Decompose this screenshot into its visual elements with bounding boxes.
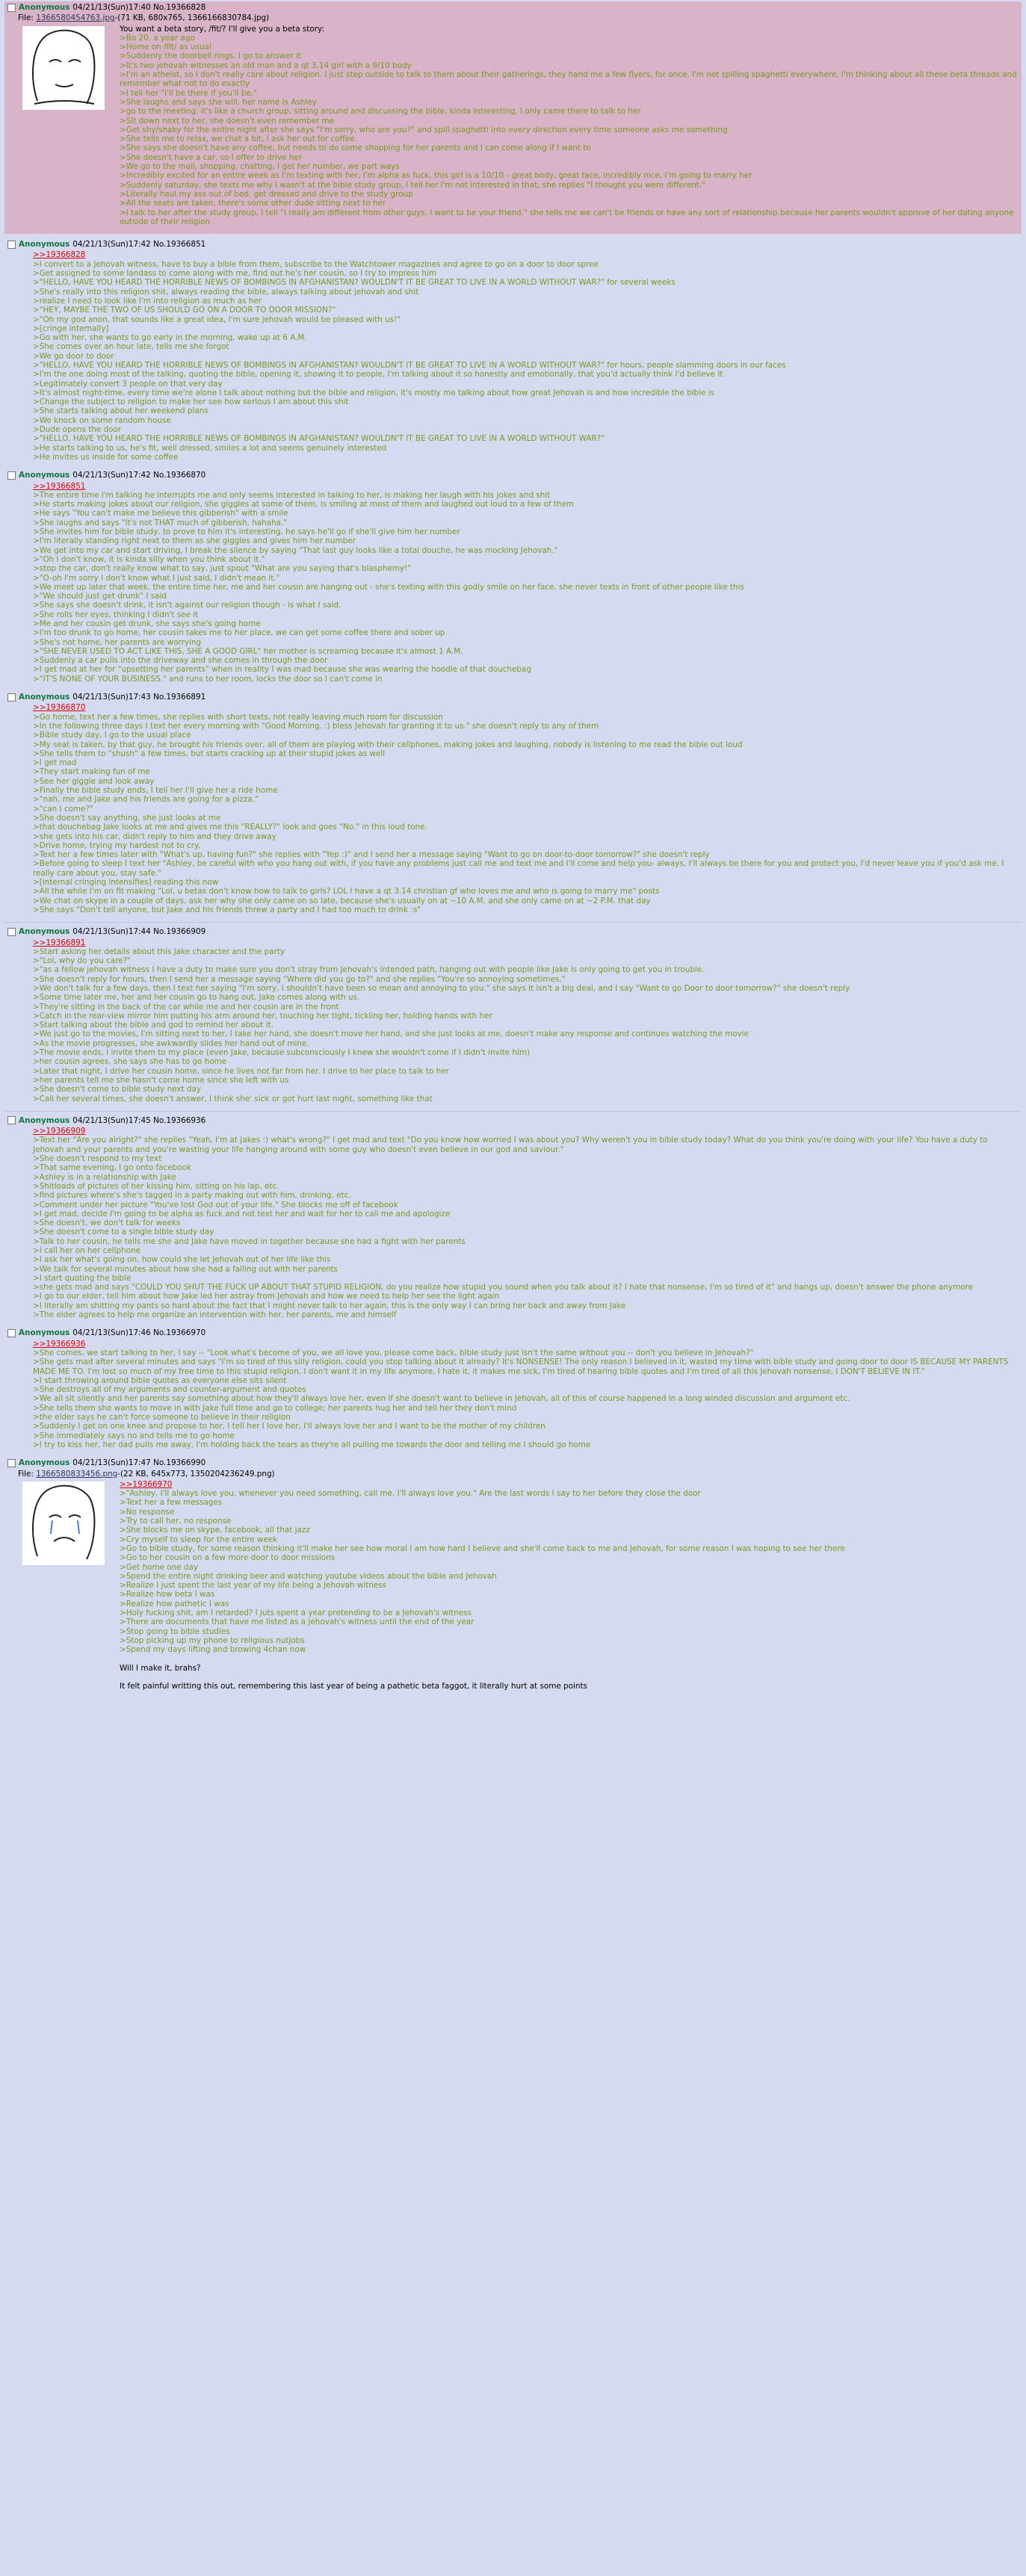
- greentext-line: >"We should just get drunk" I said: [33, 592, 167, 601]
- reply-post: [4, 469, 1022, 688]
- greentext-line: >There are documents that have me listed as a Jehovah's witness until the end of the year: [120, 1617, 475, 1627]
- greentext-line: >I start quoting the bible: [33, 1273, 132, 1283]
- greentext-line: >She doesn't respond to my text: [33, 1154, 162, 1164]
- greentext-line: >As the movie progresses, she awkwardly slides her hand out of mine.: [33, 1038, 309, 1048]
- greentext-line: >Before going to sleep I text her "Ashley, be careful with who you hang out with, if you have any problems just call me and text me and I'll come and help you- always, I'll always be there for you and protect you, I'd never leave you if you'd ask me. I really care about you, stay safe.": [33, 859, 1007, 878]
- greentext-line: >"as a fellow jehovah witness I have a duty to make sure you don't stray from Jehovah's intended path, hanging out with people like Jake is only going to get you in trouble.: [33, 965, 705, 975]
- greentext-line: >"IT'S NONE OF YOUR BUSINESS." and runs to her room, locks the door so I can't come in: [33, 674, 383, 684]
- greentext-line: >We all sit silently and her parents say something about how they'll always love her, even if she doesn't want to believe in Jehovah, all of this of course happened in a long winded discussion and argument etc.: [33, 1394, 850, 1404]
- greentext-line: >Get assigned to some landass to come along with me, find out he's her cousin, so I try to impress him: [33, 269, 436, 279]
- post-meta[interactable]: 04/21/13(Sun)17:45 No.19366936: [72, 1115, 206, 1125]
- greentext-line: >she gets into his car, didn't reply to him and they drive away: [33, 832, 276, 841]
- quote-link[interactable]: >>19366870: [33, 703, 86, 713]
- poster-name: Anonymous: [19, 471, 70, 480]
- quote-link[interactable]: >>19366936: [33, 1339, 86, 1349]
- greentext-line: >Cry myself to sleep for the entire week: [120, 1535, 278, 1544]
- post-meta[interactable]: 04/21/13(Sun)17:46 No.19366970: [72, 1328, 206, 1338]
- greentext-line: >Talk to her cousin, he tells me she and Jake have moved in together because she had a fight with her parents: [33, 1236, 466, 1246]
- greentext-line: >I call her on her cellphone: [33, 1246, 140, 1255]
- greentext-line: >He says "You can't make me believe this gibberish" with a smile: [33, 509, 288, 518]
- greentext-line: >She's really into this religion shit, always reading the bible, always talking about jehovah and shit: [33, 287, 419, 297]
- greentext-line: >We just go to the movies, I'm sitting next to her, I take her hand, she doesn't move her hand, and she just looks at me, doesn't make any response and continues watching the movie: [33, 1030, 749, 1039]
- greentext-line: >"HELLO, HAVE YOU HEARD THE HORRIBLE NEWS OF BOMBINGS IN AFGHANISTAN? WOULDN'T IT BE GREAT TO LIVE IN A WORLD WITHOUT WAR?" for hours, people slamming doors in our faces: [33, 360, 786, 370]
- greentext-line: >I literally am shitting my pants so hard about the fact that I might never talk to her again, this is the only way I can bring her back and away from Jake: [33, 1301, 626, 1310]
- post-body: [33, 482, 1019, 684]
- greentext-line: >All the seats are taken, there's some other dude sitting next to her: [120, 199, 386, 208]
- greentext-line: >Get home one day: [120, 1562, 199, 1572]
- greentext-line: >she gets mad and says "COULD YOU SHUT THE FUCK UP ABOUT THAT STUPID RELIGION, do you realize how stupid you sound when you talk about it? I hate that nonsense, I'm so tired of it" and hangs up, doesn't answer the phone anymore: [33, 1283, 974, 1292]
- greentext-line: >I tell her "I'll be there if you'll be.": [120, 88, 257, 98]
- post-header: [7, 1116, 1019, 1125]
- post-body: [33, 250, 1019, 462]
- greentext-line: >We talk for several minutes about how she had a falling out with her parents: [33, 1264, 338, 1274]
- greentext-line: >I talk to her after the study group, I tell "I really am different from other guys, I want to be your friend." she tells me we can't be friends or have any sort of relationship because her parents wouldn't approve of her dating anyone outside of their religion: [120, 208, 1016, 226]
- post-header: [7, 240, 1019, 249]
- greentext-line: >She doesn't come to bible study next day: [33, 1085, 201, 1095]
- post-meta[interactable]: 04/21/13(Sun)17:43 No.19366891: [72, 693, 206, 702]
- greentext-line: >the elder says he can't force someone to believe in their religion: [33, 1413, 291, 1422]
- greentext-line: >"Oh my god anon, that sounds like a great idea, I'm sure jehovah would be pleased with us!": [33, 315, 401, 324]
- greentext-line: >She starts talking about her weekend plans: [33, 406, 208, 416]
- greentext-line: >Literally haul my ass out of bed, get dressed and drive to the study group: [120, 189, 413, 199]
- greentext-line: >They start making fun of me: [33, 767, 150, 777]
- greentext-line: >All the while I'm on fit making "Lol, u betas don't know how to talk to girls? LOL I have a qt 3.14 christian gf who loves me and who is going to marry me" posts: [33, 887, 660, 897]
- poster-name: Anonymous: [19, 1328, 70, 1338]
- greentext-line: >Start talking about the bible and god to remind her about it.: [33, 1021, 274, 1030]
- greentext-line: >Sit down next to her, she doesn't even remember me: [120, 116, 335, 126]
- post-meta[interactable]: 04/21/13(Sun)17:47 No.19366990: [72, 1458, 206, 1468]
- greentext-line: >Go to bible study, for some reason thinking it'll make her see how moral I am how hard I believe and she'll come back to me and Jehovah, for some reason I was hoping to see her there: [120, 1544, 845, 1553]
- greentext-line: >I'm an atheist, so I don't really care about religion. I just step outside to talk to them about their gatherings, they hand me a few flyers, for once. I'm not spilling spaghetti everywhere, I'm thinking about all these beta threads and remember what not to do exactly: [120, 70, 1019, 89]
- post-body: [33, 703, 1019, 914]
- text-line: You want a beta story, /fit/? I'll give you a beta story:: [120, 24, 324, 34]
- greentext-line: >Text her a few messages: [120, 1498, 223, 1508]
- post-checkbox[interactable]: [7, 471, 16, 480]
- greentext-line: >"Ashley, I'll always love you, whenever you need something, call me, I'll always love you." Are the last words I say to her before they close the door: [120, 1489, 701, 1499]
- greentext-line: >go to the meeting, it's like a church group, sitting around and discussing the bible, kinda interesting, I only came there to talk to her: [120, 107, 641, 117]
- quote-link[interactable]: >>19366851: [33, 481, 86, 491]
- poster-name: Anonymous: [19, 1115, 70, 1125]
- post-checkbox[interactable]: [7, 1116, 16, 1124]
- greentext-line: >her cousin agrees, she says she has to go home: [33, 1057, 227, 1067]
- greentext-line: >I get mad at her for "upsetting her parents" when in reality I was mad because she was wearing the hoodie of that douchebag: [33, 665, 531, 675]
- post-checkbox[interactable]: [7, 693, 16, 702]
- post-body: [33, 938, 1019, 1103]
- reply-post: [4, 238, 1022, 466]
- greentext-line: >We chat on skype in a couple of days, ask her why she only came on so late, because she's usually on at ~10 A.M. and she only came on at ~2 P.M. that day: [33, 896, 651, 905]
- post-checkbox[interactable]: [7, 928, 16, 936]
- greentext-line: >Realize how pathetic I was: [120, 1599, 229, 1609]
- post-checkbox[interactable]: [7, 1459, 16, 1467]
- file-link[interactable]: 1366580454763.jpg: [36, 13, 115, 23]
- greentext-line: >She doesn't come to a single bible study day: [33, 1227, 214, 1237]
- quote-link[interactable]: >>19366891: [33, 938, 86, 947]
- greentext-line: >The entire time I'm talking he interrupts me and only seems interested in talking to her, is making her laugh with his jokes and shit: [33, 490, 551, 500]
- greentext-line: >She says she doesn't drink, it isn't against our religion though - is what I said.: [33, 601, 342, 610]
- greentext-line: >Change the subject to religion to make her see how serious I am about this shit: [33, 397, 349, 407]
- greentext-line: >Me and her cousin get drunk, she says she's going home: [33, 619, 261, 628]
- greentext-line: >That same evening, I go onto facebook: [33, 1163, 191, 1173]
- file-link[interactable]: 1366580833456.png: [36, 1469, 118, 1479]
- reply-post: [4, 1327, 1022, 1454]
- file-label: File:: [18, 1469, 34, 1479]
- greentext-line: >"HEY, MAYBE THE TWO OF US SHOULD GO ON A DOOR TO DOOR MISSION?": [33, 306, 336, 315]
- greentext-line: >Call her several times, she doesn't answer, I think she' sick or got hurt last night, something like that: [33, 1094, 433, 1103]
- greentext-line: >Drive home, trying my hardest not to cry.: [33, 840, 201, 850]
- greentext-line: >She blocks me on skype, facebook, all that jazz: [120, 1526, 310, 1535]
- greentext-line: >He starts making jokes about our religion, she giggles at some of them, is smiling at most of them and laughed out loud to a few of them: [33, 500, 574, 510]
- greentext-line: >She immediately says no and tells me to go home: [33, 1431, 235, 1440]
- reply-post: [4, 926, 1022, 1108]
- wojak-thumbnail[interactable]: [22, 26, 105, 110]
- file-info: [18, 13, 1019, 22]
- greentext-line: >Later that night, I drive her cousin home, since he lives not far from her. I drive to her place to talk to her: [33, 1066, 449, 1076]
- greentext-line: >"Oh I don't know, it is kinda silly when you think about it.": [33, 554, 265, 564]
- greentext-line: >Incredibly excited for an entire week as I'm texting with her, I'm alpha as fuck, this girl is a 10/10 - great body, great face, incredibly nice, I'm going to marry her: [120, 171, 752, 181]
- greentext-line: >I'm literally standing right next to them as she giggles and gives him her number: [33, 536, 356, 546]
- greentext-line: >She doesn't have a car, so I offer to drive her: [120, 152, 303, 162]
- post-checkbox[interactable]: [7, 1329, 16, 1337]
- poster-name: Anonymous: [19, 240, 70, 250]
- post-header: [7, 471, 1019, 480]
- post-checkbox[interactable]: [7, 241, 16, 249]
- greentext-line: >The movie ends, I invite them to my place (even Jake, because subconsciously I knew she wouldn't come if I didn't invite him): [33, 1048, 531, 1058]
- greentext-line: >I start throwing around bible quotes as everyone else sits silent: [33, 1375, 287, 1385]
- crying-wojak-thumbnail[interactable]: [22, 1481, 105, 1565]
- file-details: -(22 KB, 645x773, 1350204236249.png): [117, 1469, 275, 1479]
- greentext-line: >Realize I just spent the last year of my life being a Jehovah witness: [120, 1581, 387, 1591]
- post-body: [33, 1340, 1019, 1450]
- greentext-line: >Some time later me, her and her cousin go to hang out, Jake comes along with us.: [33, 993, 360, 1003]
- greentext-line: >realize I need to look like I'm into religion as much as her: [33, 296, 262, 306]
- greentext-line: >The elder agrees to help me organize an intervention with her, her parents, me and himself: [33, 1310, 397, 1320]
- greentext-line: >She doesn't reply for hours, then I send her a message saying "Where did you go to?" and she replies "You're so annoying sometimes.": [33, 974, 566, 984]
- greentext-line: >Go with her, she wants to go early in the morning, wake up at 6 A.M.: [33, 333, 307, 343]
- greentext-line: >[cringe internally]: [33, 323, 109, 333]
- greentext-line: >Get shy/shaky for the entire night after she says "I'm sorry, who are you?" and spill spaghetti into every direction every time someone asks me something: [120, 125, 728, 134]
- greentext-line: >Text her a few times later with "What's up, having fun?" she replies with "Yep :)" and I send her a message saying "Want to go on door-to-door tomorrow?" she doesn't reply: [33, 850, 710, 860]
- greentext-line: >Shitloads of pictures of her kissing him, sitting on his lap, etc.: [33, 1181, 279, 1191]
- greentext-line: >They're sitting in the back of the car while me and her cousin are in the front: [33, 1002, 339, 1012]
- greentext-line: >"HELLO, HAVE YOU HEARD THE HORRIBLE NEWS OF BOMBINGS IN AFGHANISTAN? WOULDN'T IT BE GREAT TO LIVE IN A WORLD WITHOUT WAR?": [33, 434, 605, 444]
- greentext-line: >We meet up later that week, the entire time her, me and her cousin are hanging out - she's texting with this godly smile on her face, she never texts in front of other people like this: [33, 582, 744, 592]
- greentext-line: >See her giggle and look away: [33, 776, 155, 786]
- greentext-line: >No response: [120, 1507, 175, 1517]
- greentext-line: >She's not home, her parents are worrying: [33, 637, 202, 647]
- greentext-line: >I'm too drunk to go home, her cousin takes me to her place, we can get some coffee there and sober up: [33, 628, 445, 638]
- greentext-line: >Suddenly the doorbell rings, I go to answer it: [120, 52, 301, 61]
- post-meta[interactable]: 04/21/13(Sun)17:42 No.19366851: [72, 240, 206, 250]
- greentext-line: >It's two jehovah witnesses an old man and a qt 3.14 girl with a 9/10 body: [120, 61, 412, 70]
- greentext-line: >"O-oh I'm sorry I don't know what I just said, I didn't mean it.": [33, 573, 280, 583]
- greentext-line: >[internal cringing intensifies] reading this now: [33, 878, 219, 888]
- greentext-line: >She tells them to "shush" a few times, but starts cracking up at their stupid jokes as well: [33, 749, 386, 758]
- greentext-line: >stop the car, don't really know what to say, just spout "What are you saying that's blasphemy!": [33, 564, 411, 574]
- post-header: [7, 3, 1019, 12]
- post-body: [120, 25, 1019, 227]
- greentext-line: >"HELLO, HAVE YOU HEARD THE HORRIBLE NEWS OF BOMBINGS IN AFGHANISTAN? WOULDN'T IT BE GREAT TO LIVE IN A WORLD WITHOUT WAR?" for several weeks: [33, 278, 676, 288]
- greentext-line: >I get mad: [33, 758, 77, 768]
- greentext-line: >Go home, text her a few times, she replies with short texts, not really leaving much room for discussion: [33, 712, 443, 722]
- divider: [4, 922, 1022, 923]
- quote-link[interactable]: >>19366970: [120, 1479, 173, 1489]
- greentext-line: >Try to call her, no response: [120, 1517, 232, 1526]
- greentext-line: >She tells me to relax, we chat a bit, I ask her out for coffee: [120, 134, 355, 144]
- text-line: [120, 1673, 1019, 1682]
- greentext-line: >She doesn't, we don't talk for weeks: [33, 1219, 181, 1228]
- greentext-line: >"SHE NEVER USED TO ACT LIKE THIS, SHE A GOOD GIRL" her mother is screaming because it's almost 1 A.M.: [33, 646, 463, 656]
- greentext-line: >I'm the one doing most of the talking, quoting the bible, opening it, showing it to people, I'm talking about it so honestly and emotionally, that you'd actually think I'd believe it: [33, 370, 723, 380]
- quote-link[interactable]: >>19366828: [33, 250, 86, 260]
- greentext-line: >He invites us inside for some coffee: [33, 452, 179, 462]
- greentext-line: >She says she doesn't have any coffee, but needs to do some shopping for her parents and I can come along if I want to: [120, 143, 591, 153]
- greentext-line: >"nah, me and Jake and his friends are going for a pizza.": [33, 795, 259, 805]
- post-body: [120, 1480, 1019, 1691]
- post-header: [7, 1458, 1019, 1467]
- text-line: Will I make it, brahs?: [120, 1663, 201, 1673]
- greentext-line: >Legitimately convert 3 people on that very day: [33, 379, 223, 388]
- greentext-line: >Home on /fit/ as usual: [120, 43, 211, 52]
- greentext-line: >We go to the mall, shopping, chatting, I get her number, we part ways: [120, 162, 400, 172]
- greentext-line: >Catch in the rear-view mirror him putting his arm around her, touching her tight, tickling her, holding hands with her: [33, 1011, 492, 1021]
- reply-post: [4, 1115, 1022, 1325]
- post-checkbox[interactable]: [7, 4, 16, 12]
- greentext-line: >She rolls her eyes, thinking I didn't see it: [33, 610, 199, 619]
- greentext-line: >She comes, we start talking to her, I say -- "Look what's become of you, we all love you, please come back, bible study just isn't the same without you -- don't you believe in Jehovah?": [33, 1348, 754, 1357]
- greentext-line: >Realize how beta I was: [120, 1590, 215, 1600]
- post-body: [33, 1127, 1019, 1319]
- greentext-line: >I try to kiss her, her dad pulls me away, I'm holding back the tears as they're all pulling me towards the door and telling me I should go home: [33, 1440, 591, 1449]
- greentext-line: >"Lol, why do you care?": [33, 956, 131, 966]
- greentext-line: >She laughs and says "It's not THAT much of gibberish, hahaha.": [33, 518, 288, 527]
- post-meta[interactable]: 04/21/13(Sun)17:40 No.19366828: [72, 3, 206, 12]
- greentext-line: >Bible study day, I go to the usual place: [33, 731, 191, 740]
- post-header: [7, 1328, 1019, 1337]
- greentext-line: >"can I come?": [33, 804, 93, 814]
- post-header: [7, 927, 1019, 936]
- greentext-line: >We go door to door: [33, 351, 114, 361]
- poster-name: Anonymous: [19, 927, 70, 937]
- file-info: [18, 1470, 1019, 1479]
- greentext-line: >He starts talking to us, he's fit, well dressed, smiles a lot and seems genuinely interested: [33, 443, 387, 453]
- file-label: File:: [18, 13, 34, 23]
- greentext-line: >Start asking her details about this Jake character and the party: [33, 947, 285, 956]
- greentext-line: >I ask her what's going on, how could she let Jehovah out of her life like this: [33, 1255, 331, 1265]
- greentext-line: >She tells them she wants to move in with Jake full time and go to college; her parents hug her and tell her they don't mind: [33, 1403, 517, 1413]
- greentext-line: >In the following three days I text her every morning with "Good Morning. :) bless Jehovah for granting it to us." she doesn't reply to any of them: [33, 721, 599, 731]
- reply-post: [4, 691, 1022, 919]
- greentext-line: >She destroys all of my arguments and counter-argument and quotes: [33, 1385, 306, 1395]
- divider: [4, 1111, 1022, 1112]
- greentext-line: >My seat is taken, by that guy, he brought his friends over, all of them are playing with their cellphones, making jokes and laughing, nobody is listening to me read the bible out loud: [33, 740, 743, 749]
- greentext-line: >We knock on some random house: [33, 415, 171, 425]
- greentext-line: >We don't talk for a few days, then I text her saying "I'm sorry, I shouldn't have been so mean and annoying to you." she says it isn't a big deal, and I say "Want to go Door to door tomorrow?" she doesn't reply: [33, 983, 850, 993]
- greentext-line: >Finally the bible study ends, I tell her I'll give her a ride home: [33, 786, 278, 796]
- greentext-line: >Bo 20, a year ago: [120, 33, 195, 43]
- greentext-line: >Text her "Are you alright?" she replies "Yeah, I'm at Jakes :) what's wrong?" I get mad and text "Do you know how worried I was about you? Why weren't you in bible study today? What do you think you're doing with your life? You have a duty to Jehovah and your parents and you're wasting your life hanging around with some guy who doesn't even believe in our god and saviour.": [33, 1136, 991, 1154]
- greentext-line: >She gets mad after several minutes and says "I'm so tired of this silly religion, could you stop talking about it already? It's NONSENSE! The only reason I believed in it, wasted my time with bible study and going door to door IS BECAUSE MY PARENTS MADE ME TO. I'm lost so much of my free time to this stupid religion, I don't want it in my life anymore, I hate it, it makes me sick, I'm tired of hearing bible quotes and I'm tired of all this Jehovah nonsense, I DON'T BELIEVE IN IT.": [33, 1357, 1011, 1376]
- greentext-line: >Go to her cousin on a few more door to door missions: [120, 1553, 336, 1563]
- greentext-line: >Spend my days lifting and browing 4chan now: [120, 1645, 306, 1655]
- poster-name: Anonymous: [19, 693, 70, 702]
- greentext-line: >She doesn't say anything, she just looks at me: [33, 813, 221, 823]
- text-line: [120, 1654, 1019, 1663]
- post-header: [7, 693, 1019, 702]
- greentext-line: >I convert to a Jehovah witness, have to buy a bible from them, subscribe to the Watchtower magazines and agree to go on a door to door spree: [33, 259, 599, 269]
- post-meta[interactable]: 04/21/13(Sun)17:44 No.19366909: [72, 927, 206, 937]
- op-post: [4, 1, 1022, 234]
- file-details: -(71 KB, 680x765, 1366166830784.jpg): [114, 13, 270, 23]
- greentext-line: >She says "Don't tell anyone, but Jake and his friends threw a party and I had too much to drink :s": [33, 905, 421, 914]
- greentext-line: >She laughs and says she will, her name is Ashley: [120, 97, 317, 107]
- greentext-line: >Suddenly a car pulls into the driveway and she comes in through the door: [33, 656, 328, 666]
- poster-name: Anonymous: [19, 1458, 70, 1468]
- post-meta[interactable]: 04/21/13(Sun)17:42 No.19366870: [72, 471, 206, 480]
- greentext-line: >It's almost night-time, every time we're alone I talk about nothing but the bible and religion, it's mostly me talking about how great Jehovah is and how incredible the bible is: [33, 388, 715, 397]
- greentext-line: >I go to our elder, tell him about how Jake led her astray from Jehovah and how we need to help her see the light again: [33, 1292, 500, 1301]
- greentext-line: >Stop picking up my phone to religious nutjobs: [120, 1635, 305, 1645]
- greentext-line: >She invites him for bible study, to prove to him it's interesting, he says he'll go if she'll give him her number: [33, 527, 460, 537]
- greentext-line: >her parents tell me she hasn't come home since she left with us: [33, 1075, 289, 1085]
- reply-post: [4, 1457, 1022, 1695]
- poster-name: Anonymous: [19, 3, 70, 12]
- greentext-line: >I get mad, decide I'm going to be alpha as fuck and not text her and wait for her to call me and apologize: [33, 1209, 451, 1219]
- greentext-line: >Ashley is in a relationship with Jake: [33, 1172, 176, 1182]
- greentext-line: >Suddenly I get on one knee and propose to her, I tell her I love her, I'll always love her and I want to be the mother of my children: [33, 1422, 546, 1431]
- greentext-line: >Spend the entire night drinking beer and watching youtube videos about the bible and Jehovah: [120, 1571, 497, 1581]
- greentext-line: >that douchebag Jake looks at me and gives me this "REALLY?" look and goes "No." in this loud tone.: [33, 823, 427, 832]
- quote-link[interactable]: >>19366909: [33, 1127, 86, 1136]
- text-line: It felt painful writting this out, remembering this last year of being a pathetic beta faggot, it literally hurt at some points: [120, 1682, 587, 1691]
- greentext-line: >Stop going to bible studies: [120, 1626, 230, 1636]
- greentext-line: >Comment under her picture "You've lost God out of your life." She blocks me off of facebook: [33, 1200, 398, 1210]
- greentext-line: >We get into my car and start driving, I break the silence by saying "That last guy looks like a total douche, he was mocking Jehovah.": [33, 545, 558, 555]
- greentext-line: >Dude opens the door: [33, 425, 122, 435]
- greentext-line: >Holy fucking shit, am I retarded? I juts spent a year pretending to be a Jehovah's witness: [120, 1608, 472, 1617]
- greentext-line: >Suddenly saturday, she texts me why I wasn't at the bible study group, I tell her I'm not interested in that, she replies "I thought you were different.": [120, 180, 705, 190]
- greentext-line: >She comes over an hour late, tells me she forgot: [33, 342, 229, 352]
- greentext-line: >find pictures where's she's tagged in a party making out with him, drinking, etc.: [33, 1191, 351, 1201]
